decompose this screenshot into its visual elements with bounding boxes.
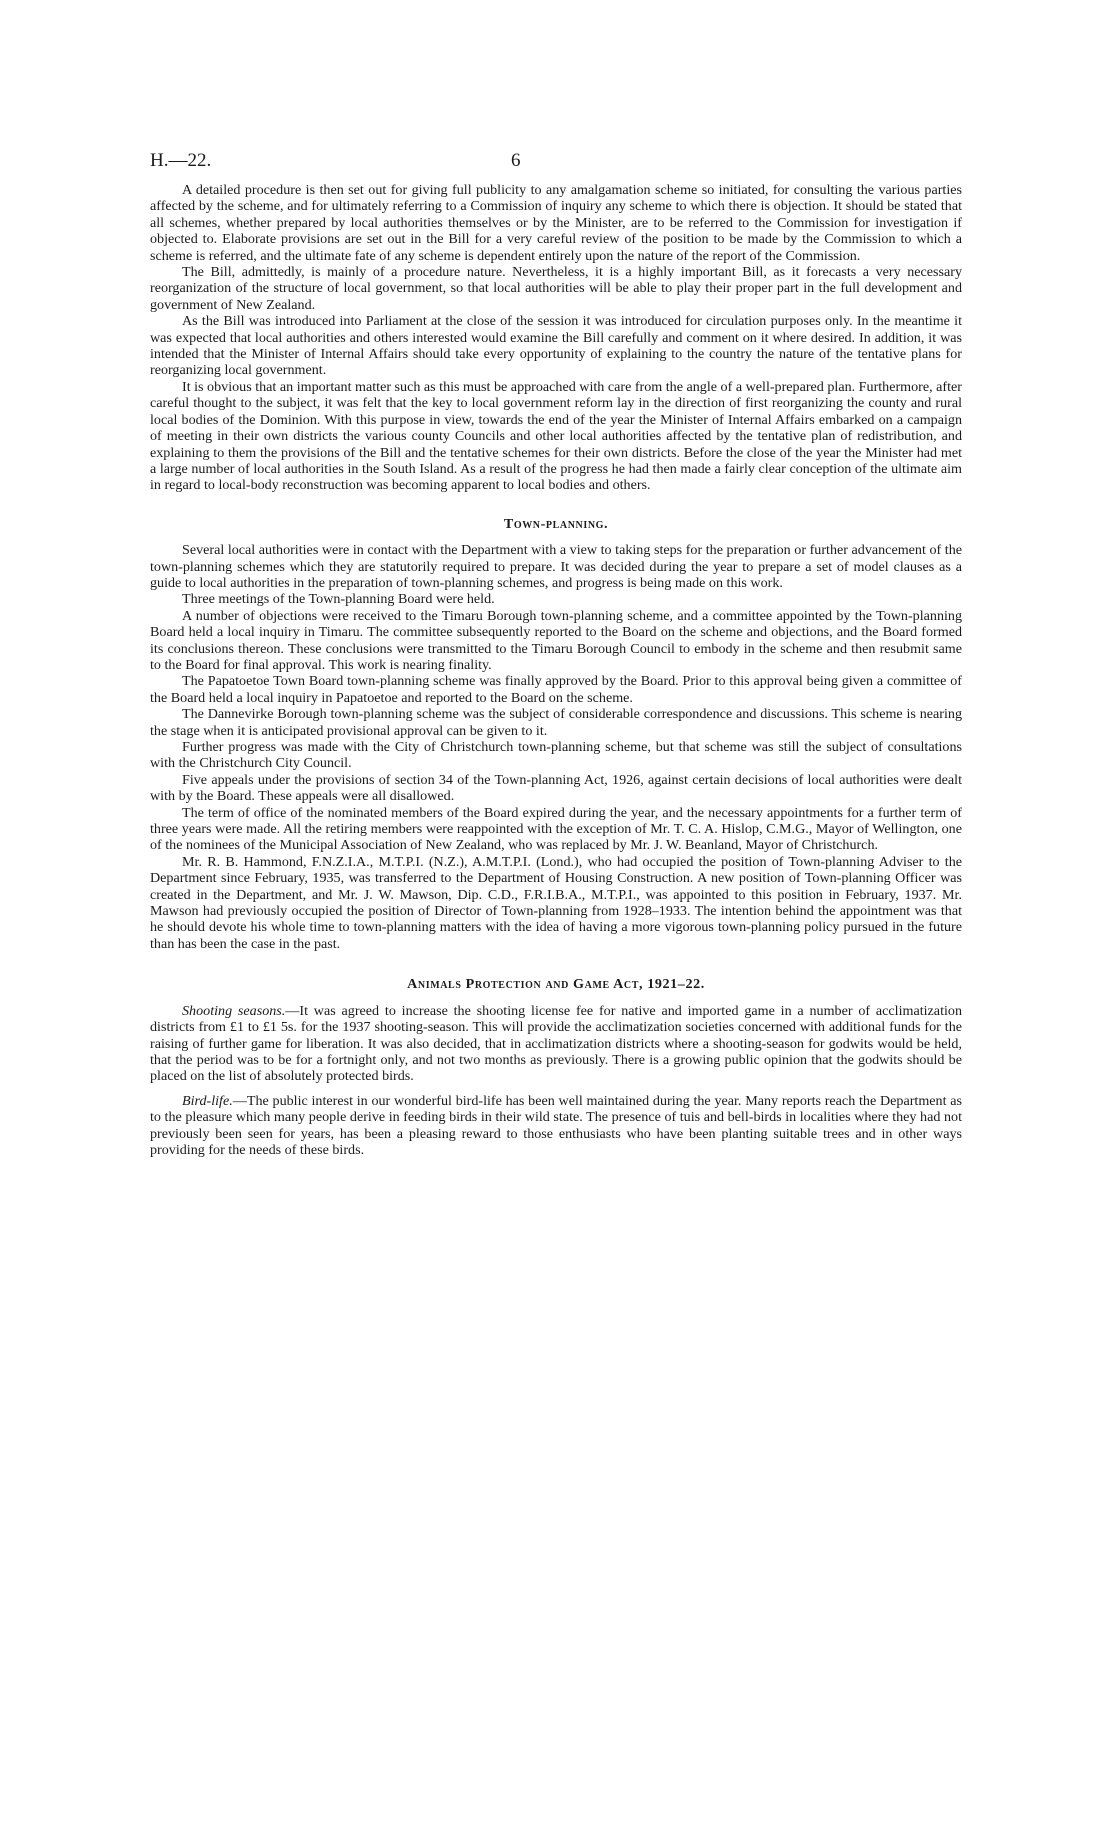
running-header [150, 150, 962, 182]
run-in-heading: Shooting seasons. [182, 1002, 286, 1019]
run-in-heading: Bird-life. [182, 1092, 233, 1109]
body-paragraph: Mr. R. B. Hammond, F.N.Z.I.A., M.T.P.I. (N.Z.), A.M.T.P.I. (Lond.), who had occupied the position of Town-planning Adviser to the Department since February, 1935, was transferred to the Department of Housing Construction. A new position of Town-planning Officer was created in the Department, and Mr. J. W. Mawson, Dip. C.D., F.R.I.B.A., M.T.P.I., was appointed to this position in February, 1937. Mr. Mawson had previously occupied the position of Director of Town-planning from 1928–1933. The intention behind the appointment was that he should devote his whole time to town-planning matters with the idea of having a more vigorous town-planning policy pursued in the future than has been the case in the past. [150, 853, 962, 952]
body-paragraph: Five appeals under the provisions of section 34 of the Town-planning Act, 1926, against certain decisions of local authorities were dealt with by the Board. These appeals were all disallowed. [150, 771, 962, 805]
document-code: H.—22. [150, 150, 212, 171]
body-paragraph: Further progress was made with the City of Christchurch town-planning scheme, but that scheme was still the subject of consultations with the Christchurch City Council. [150, 739, 962, 772]
body-paragraph: Three meetings of the Town-planning Board were held. [182, 591, 495, 608]
town-planning-section [150, 516, 962, 953]
animals-protection-section [150, 976, 962, 1158]
document-page [150, 150, 962, 1158]
section-heading: Town-planning. [503, 515, 609, 532]
paragraph-text: —The public interest in our wonderful bird-life has been well maintained during the year. Many reports reach the Department as to the pleasure which many people derive in feeding birds in their wild state. The presence of tuis and bell-birds in localities where they had not previously been seen for years, has been a pleasing reward to those enthusiasts who have been planting suitable trees and in other ways providing for the needs of these birds. [150, 1092, 962, 1158]
body-paragraph: A detailed procedure is then set out for giving full publicity to any amalgamation scheme so initiated, for consulting the various parties affected by the scheme, and for ultimately referring to a Commission of inquiry any scheme to which there is objection. It should be stated that all schemes, whether prepared by local authorities themselves or by the Minister, are to be referred to the Commission for investigation if objected to. Elaborate provisions are set out in the Bill for a very careful review of the position to be made by the Commission to which a scheme is referred, and the ultimate fate of any scheme is dependent entirely upon the nature of the report of the Commission. [150, 182, 962, 264]
body-paragraph: The Bill, admittedly, is mainly of a procedure nature. Nevertheless, it is a highly important Bill, as it forecasts a very necessary reorganization of the structure of local government, so that local authorities will be able to play their proper part in the full development and government of New Zealand. [150, 264, 962, 313]
introduction-section [150, 182, 962, 494]
body-paragraph: Several local authorities were in contact with the Department with a view to taking steps for the preparation or further advancement of the town-planning schemes which they are statutorily required to prepare. It was decided during the year to prepare a set of model clauses as a guide to local authorities in the preparation of town-planning schemes, and progress is being made on this work. [150, 542, 962, 591]
body-paragraph [150, 1003, 962, 1085]
body-paragraph: A number of objections were received to the Timaru Borough town-planning scheme, and a committee appointed by the Town-planning Board held a local inquiry in Timaru. The committee subsequently reported to the Board on the scheme and objections, and the Board formed its conclusions thereon. These conclusions were transmitted to the Timaru Borough Council to embody in the scheme and then resubmit same to the Board for final approval. This work is nearing finality. [150, 607, 962, 673]
body-paragraph: The Papatoetoe Town Board town-planning scheme was finally approved by the Board. Prior to this approval being given a committee of the Board held a local inquiry in Papatoetoe and reported to the Board on the scheme. [150, 673, 962, 706]
body-paragraph: It is obvious that an important matter such as this must be approached with care from the angle of a well-prepared plan. Furthermore, after careful thought to the subject, it was felt that the key to local government reform lay in the direction of first reorganizing the county and rural local bodies of the Dominion. With this purpose in view, towards the end of the year the Minister of Internal Affairs embarked on a campaign of meeting in their own districts the various county Councils and other local authorities affected by the tentative plan of redistribution, and explaining to them the provisions of the Bill and the tentative schemes for their own districts. Before the close of the year the Minister had met a large number of local authorities in the South Island. As a result of the progress he had then made a fairly clear conception of the ultimate aim in regard to local-body reconstruction was becoming apparent to local bodies and others. [150, 378, 962, 494]
section-heading: Animals Protection and Game Act, 1921–22. [407, 976, 705, 993]
paragraph-text: —It was agreed to increase the shooting license fee for native and imported game in a number of acclimatization districts from £1 to £1 5s. for the 1937 shooting-season. This will provide the acclimatization societies concerned with additional funds for the raising of further game for liberation. It was also decided, that in acclimatization districts where a shooting-season for godwits would be held, that the period was to be for a fortnight only, and not two months as previously. There is a growing public opinion that the godwits should be placed on the list of absolutely protected birds. [150, 1002, 962, 1085]
page-number: 6 [511, 150, 521, 171]
body-paragraph: The Dannevirke Borough town-planning scheme was the subject of considerable correspondence and discussions. This scheme is nearing the stage when it is anticipated provisional approval can be given to it. [150, 706, 962, 739]
body-paragraph [150, 1093, 962, 1159]
body-paragraph: As the Bill was introduced into Parliament at the close of the session it was introduced for circulation purposes only. In the meantime it was expected that local authorities and others interested would examine the Bill carefully and comment on it where desired. In addition, it was intended that the Minister of Internal Affairs should take every opportunity of explaining to the country the nature of the tentative plans for reorganizing local government. [150, 313, 962, 379]
body-paragraph: The term of office of the nominated members of the Board expired during the year, and the necessary appointments for a further term of three years were made. All the retiring members were reappointed with the exception of Mr. T. C. A. Hislop, C.M.G., Mayor of Wellington, one of the nominees of the Municipal Association of New Zealand, who was replaced by Mr. J. W. Beanland, Mayor of Christchurch. [150, 804, 962, 854]
